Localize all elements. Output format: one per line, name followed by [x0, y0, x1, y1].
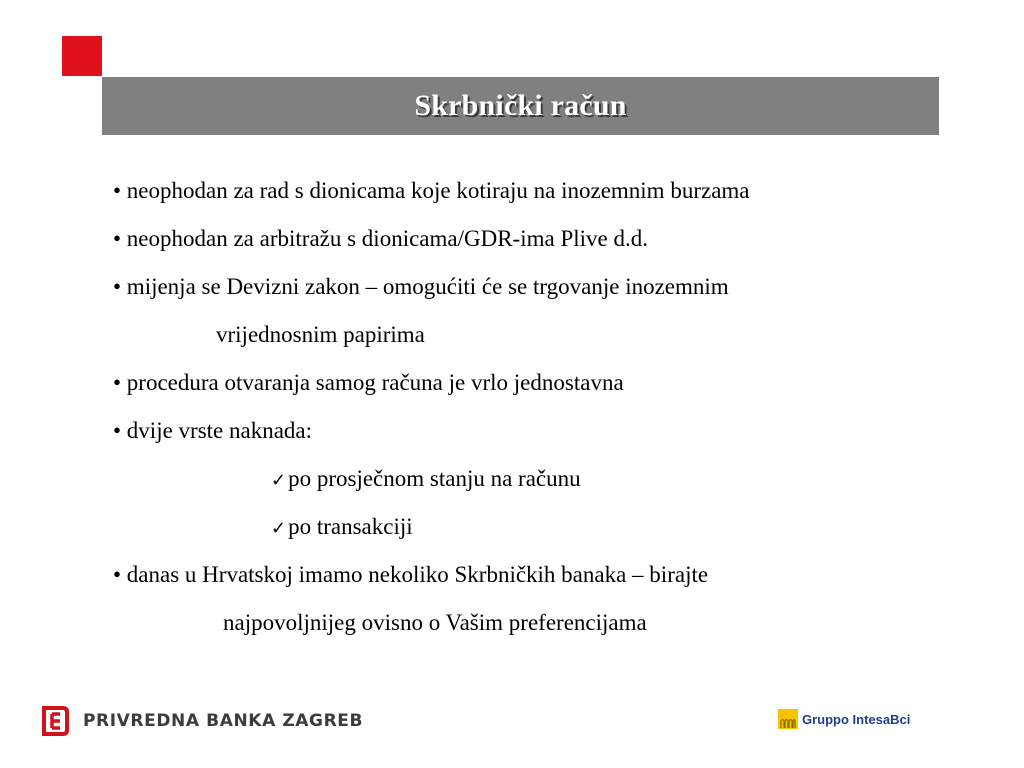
sub-item: [113, 508, 973, 556]
bullet-list: [113, 172, 973, 652]
red-accent-square: [62, 36, 102, 76]
bullet-item: • danas u Hrvatskoj imamo nekoliko Skrbničkih banaka – birajte: [113, 562, 709, 587]
sub-item-label: po prosječnom stanju na računu: [288, 466, 581, 491]
bullet-item: • neophodan za rad s dionicama koje kotiraju na inozemnim burzama: [113, 178, 750, 203]
checkmark-icon: ✓: [271, 518, 287, 539]
bullet-item: • mijenja se Devizni zakon – omogućiti će se trgovanje inozemnim: [113, 274, 729, 299]
bullet-continuation: najpovoljnijeg ovisno o Vašim preferencijama: [223, 610, 647, 635]
bank-name: PRIVREDNA BANKA ZAGREB: [83, 711, 364, 731]
checkmark-icon: ✓: [271, 470, 287, 491]
slide-title: Skrbnički račun: [414, 89, 627, 122]
sub-item: [113, 460, 973, 508]
bullet-item: • procedura otvaranja samog računa je vrlo jednostavna: [113, 370, 624, 395]
bullet-continuation: vrijednosnim papirima: [216, 322, 425, 347]
bullet-item: • dvije vrste naknada:: [113, 418, 313, 443]
intesa-logo-icon: [778, 709, 798, 729]
pbz-branding: [41, 706, 363, 736]
bullet-item: • neophodan za arbitražu s dionicama/GDR-ima Plive d.d.: [113, 226, 648, 251]
pbz-logo-icon: [41, 706, 69, 736]
intesa-branding: [778, 709, 910, 729]
sub-item-label: po transakciji: [288, 514, 413, 539]
group-name: Gruppo IntesaBci: [802, 711, 911, 727]
title-bar: [102, 77, 939, 135]
